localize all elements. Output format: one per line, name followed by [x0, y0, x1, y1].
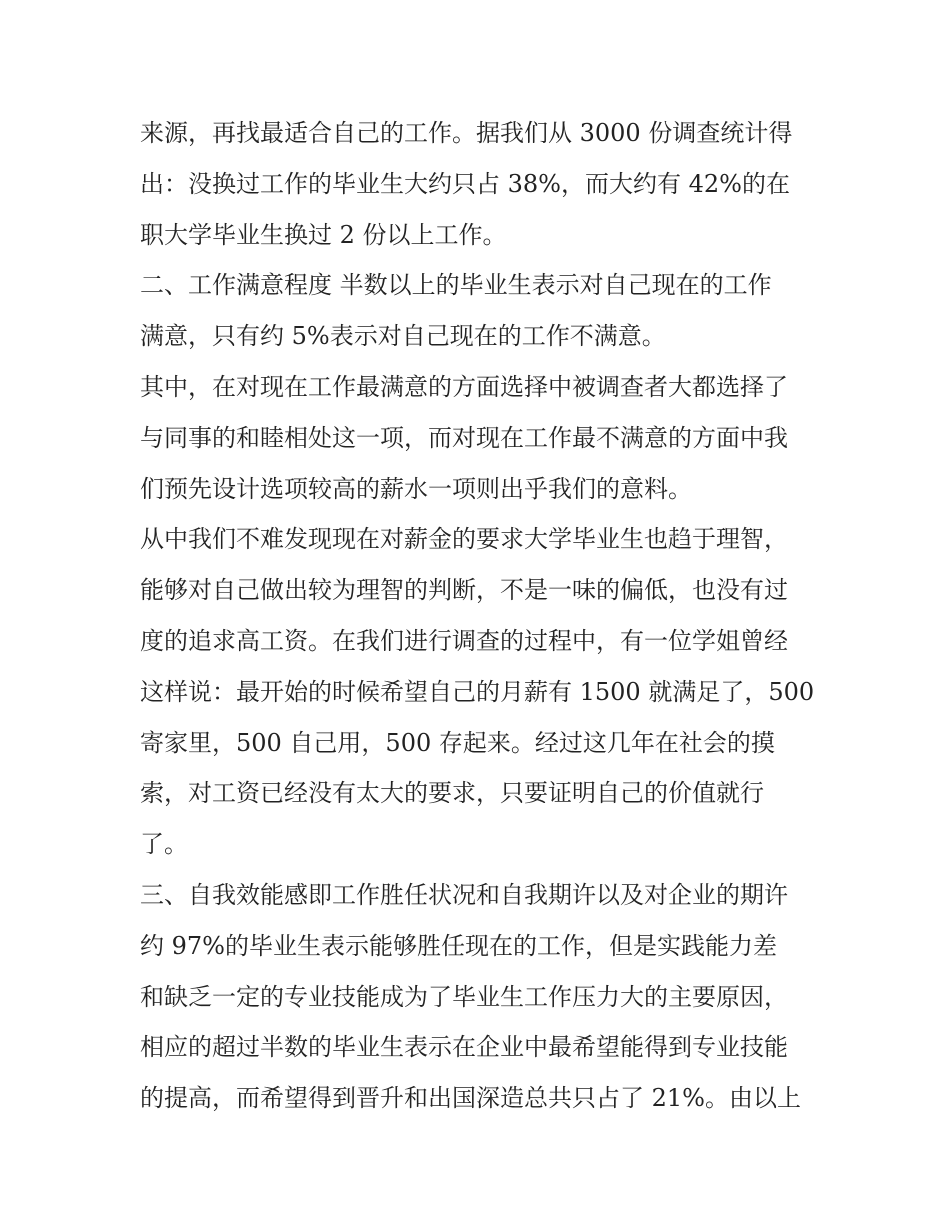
document-text-body — [140, 108, 820, 1124]
text-line: 约 97%的毕业生表示能够胜任现在的工作，但是实践能力差 — [140, 931, 777, 960]
text-line: 相应的超过半数的毕业生表示在企业中最希望能得到专业技能 — [140, 1033, 788, 1062]
text-line: 这样说：最开始的时候希望自己的月薪有 1500 就满足了，500 — [140, 677, 815, 706]
text-line: 满意，只有约 5%表示对自己现在的工作不满意。 — [140, 322, 666, 351]
text-line: 其中，在对现在工作最满意的方面选择中被调查者大都选择了 — [140, 372, 788, 401]
text-line: 能够对自己做出较为理智的判断，不是一味的偏低，也没有过 — [140, 576, 788, 605]
text-line: 二、工作满意程度 半数以上的毕业生表示对自己现在的工作 — [140, 271, 772, 300]
text-line: 寄家里，500 自己用，500 存起来。经过这几年在社会的摸 — [140, 728, 775, 757]
text-line: 度的追求高工资。在我们进行调查的过程中，有一位学姐曾经 — [140, 626, 788, 655]
text-line: 来源，再找最适合自己的工作。据我们从 3000 份调查统计得 — [140, 119, 793, 147]
text-line: 和缺乏一定的专业技能成为了毕业生工作压力大的主要原因， — [140, 982, 788, 1011]
text-line: 三、自我效能感即工作胜任状况和自我期许以及对企业的期许 — [140, 880, 788, 909]
text-line: 索，对工资已经没有太大的要求，只要证明自己的价值就行 — [140, 779, 764, 808]
text-line: 与同事的和睦相处这一项，而对现在工作最不满意的方面中我 — [140, 423, 788, 452]
text-line: 的提高，而希望得到晋升和出国深造总共只占了 21%。由以上 — [140, 1084, 801, 1113]
text-line: 了。 — [140, 830, 188, 859]
text-line: 从中我们不难发现现在对薪金的要求大学毕业生也趋于理智， — [140, 525, 788, 554]
text-line: 出：没换过工作的毕业生大约只占 38%，而大约有 42%的在 — [140, 169, 790, 198]
text-line: 们预先设计选项较高的薪水一项则出乎我们的意料。 — [140, 474, 692, 503]
text-line: 职大学毕业生换过 2 份以上工作。 — [140, 220, 507, 249]
